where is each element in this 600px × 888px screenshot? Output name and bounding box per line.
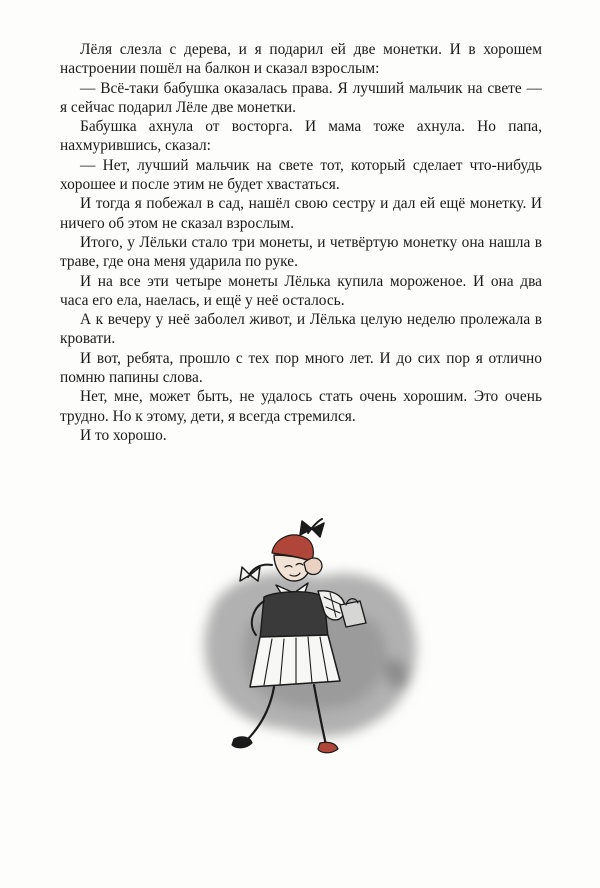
paragraph: — Всё-таки бабушка оказалась права. Я лучший мальчик на свете — я сейчас подарил Лёле две монетки.: [60, 79, 542, 116]
paragraph: Бабушка ахнула от восторга. И мама тоже ахнула. Но папа, нахмурившись, сказал:: [60, 118, 542, 155]
paragraph: Итого, у Лёльки стало три монеты, и четвёртую монетку она нашла в траве, где она меня ударила по руке.: [60, 233, 542, 271]
paragraph: — Нет, лучший мальчик на свете тот, который сделает что-нибудь хорошее и после этим не будет хвастаться.: [60, 156, 542, 194]
paragraph: И тогда я побежал в сад, нашёл свою сестру и дал ей ещё монетку. И ничего об этом не сказал взрослым.: [60, 195, 542, 232]
girl-illustration: [190, 505, 440, 795]
paragraph: И на все эти четыре монеты Лёлька купила мороженое. И она два часа его ела, наелась, и ещё у неё осталось.: [60, 272, 542, 309]
paragraph: Лёля слезла с дерева, и я подарил ей две монетки. И в хорошем настроении пошёл на балкон и сказал взрослым:: [60, 41, 542, 78]
paragraph: А к вечеру у неё заболел живот, и Лёлька целую неделю пролежала в кровати.: [60, 311, 542, 348]
paragraph: Нет, мне, может быть, не удалось стать очень хорошим. Это очень трудно. Но к этому, дети, я всегда стремился.: [60, 388, 542, 425]
story-text: [60, 40, 542, 445]
paragraph: И то хорошо.: [80, 426, 167, 444]
paragraph: И вот, ребята, прошло с тех пор много лет. И до сих пор я отлично помню папины слова.: [60, 349, 542, 387]
